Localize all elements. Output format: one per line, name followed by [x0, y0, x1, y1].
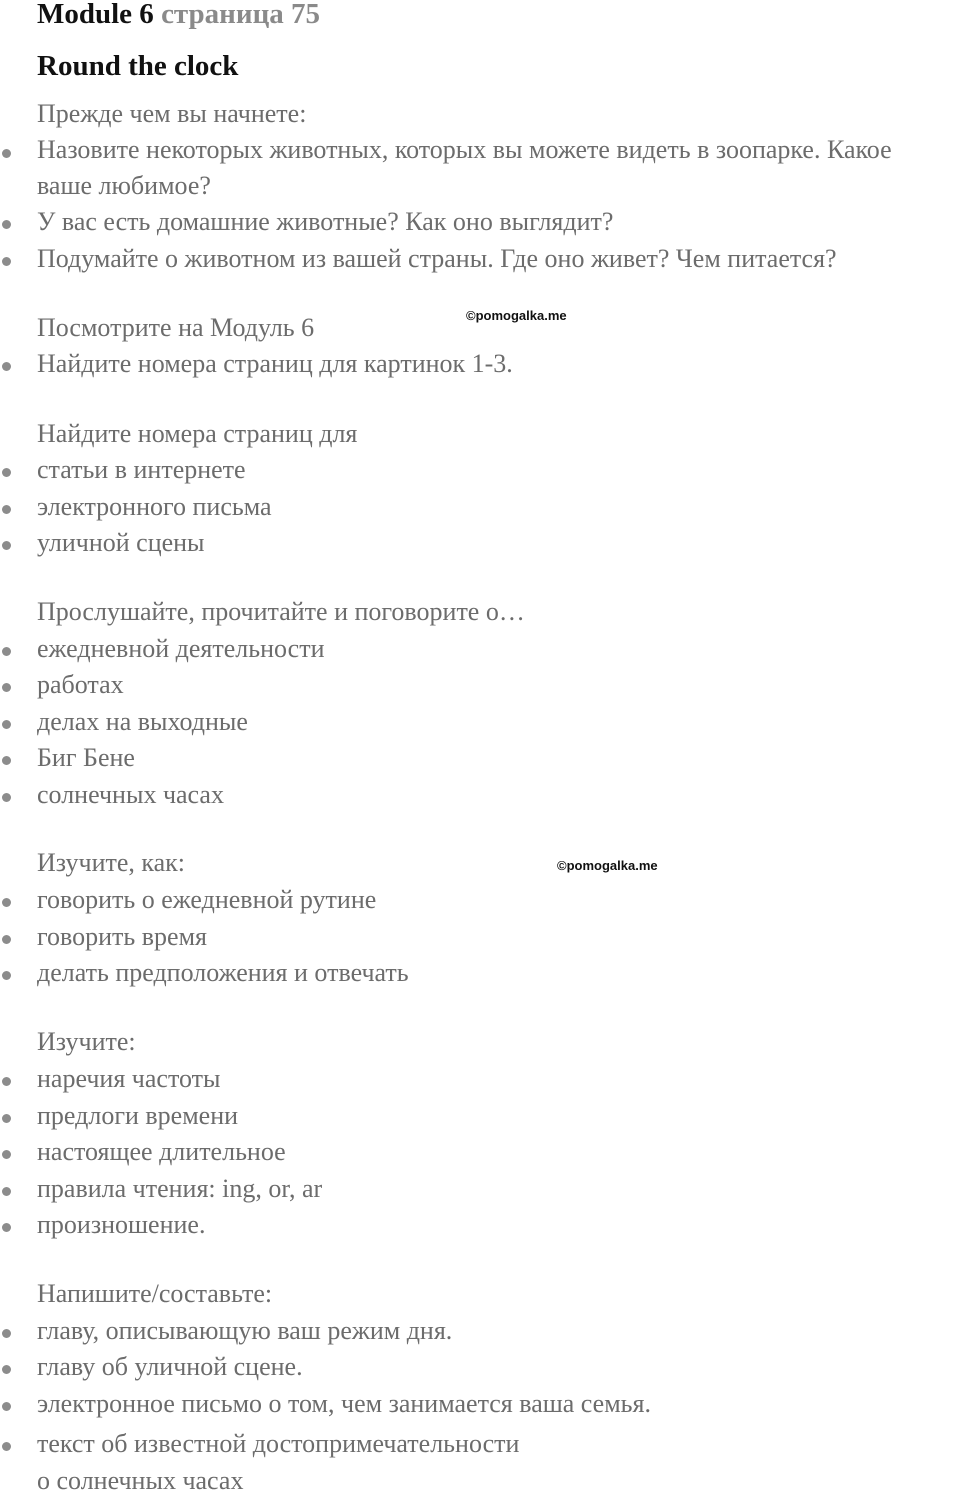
list-item: Биг Бене: [37, 743, 135, 772]
bullet-icon: [2, 149, 11, 158]
list-item: говорить о ежедневной рутине: [37, 885, 377, 914]
bullet-icon: [2, 1223, 11, 1232]
bullet-icon: [2, 505, 11, 514]
list-item: солнечных часах: [37, 780, 224, 809]
bullet-icon: [2, 935, 11, 944]
bullet-icon: [2, 793, 11, 802]
section-heading: Прослушайте, прочитайте и поговорите о…: [37, 597, 525, 626]
list-item: главу об уличной сцене.: [37, 1352, 303, 1381]
bullet-icon: [2, 1402, 11, 1411]
list-item: У вас есть домашние животные? Как оно выглядит?: [37, 207, 614, 236]
bullet-icon: [2, 1077, 11, 1086]
bullet-icon: [2, 647, 11, 656]
bullet-icon: [2, 362, 11, 371]
list-item-continuation: о солнечных часах: [37, 1466, 244, 1495]
list-item: главу, описывающую ваш режим дня.: [37, 1316, 453, 1345]
bullet-icon: [2, 720, 11, 729]
bullet-icon: [2, 898, 11, 907]
watermark: ©pomogalka.me: [557, 858, 658, 873]
section-heading: Найдите номера страниц для: [37, 419, 358, 448]
bullet-icon: [2, 1329, 11, 1338]
list-item: Найдите номера страниц для картинок 1-3.: [37, 349, 513, 378]
list-item: текст об известной достопримечательности: [37, 1429, 520, 1458]
bullet-icon: [2, 683, 11, 692]
bullet-icon: [2, 541, 11, 550]
list-item: электронное письмо о том, чем занимается ваша семья.: [37, 1389, 651, 1418]
page-title: [37, 0, 320, 34]
list-item: предлоги времени: [37, 1101, 239, 1130]
watermark: ©pomogalka.me: [466, 308, 567, 323]
section-heading: Напишите/составьте:: [37, 1279, 273, 1308]
section-heading: Изучите, как:: [37, 848, 186, 877]
list-item: ежедневной деятельности: [37, 634, 325, 663]
list-item: работах: [37, 670, 124, 699]
bullet-icon: [2, 1365, 11, 1374]
section-heading: Изучите:: [37, 1027, 136, 1056]
list-item: делах на выходные: [37, 707, 248, 736]
bullet-icon: [2, 468, 11, 477]
list-item: наречия частоты: [37, 1064, 221, 1093]
list-item-continuation: ваше любимое?: [37, 171, 211, 200]
bullet-icon: [2, 971, 11, 980]
list-item: правила чтения: ing, or, ar: [37, 1174, 323, 1203]
bullet-icon: [2, 756, 11, 765]
module-label: Module 6: [37, 0, 154, 30]
bullet-icon: [2, 1187, 11, 1196]
list-item: электронного письма: [37, 492, 272, 521]
page-number-label: страница 75: [161, 0, 321, 30]
bullet-icon: [2, 1150, 11, 1159]
section-heading: Посмотрите на Модуль 6: [37, 313, 315, 342]
list-item: статьи в интернете: [37, 455, 246, 484]
bullet-icon: [2, 1442, 11, 1451]
page-subtitle: Round the clock: [37, 50, 239, 82]
list-item: произношение.: [37, 1210, 206, 1239]
list-item: делать предположения и отвечать: [37, 958, 409, 987]
list-item: уличной сцены: [37, 528, 205, 557]
list-item: Назовите некоторых животных, которых вы можете видеть в зоопарке. Какое: [37, 135, 892, 164]
list-item: Подумайте о животном из вашей страны. Где оно живет? Чем питается?: [37, 244, 837, 273]
bullet-icon: [2, 220, 11, 229]
list-item: говорить время: [37, 922, 207, 951]
bullet-icon: [2, 257, 11, 266]
section-heading: Прежде чем вы начнете:: [37, 99, 307, 128]
bullet-icon: [2, 1114, 11, 1123]
list-item: настоящее длительное: [37, 1137, 286, 1166]
